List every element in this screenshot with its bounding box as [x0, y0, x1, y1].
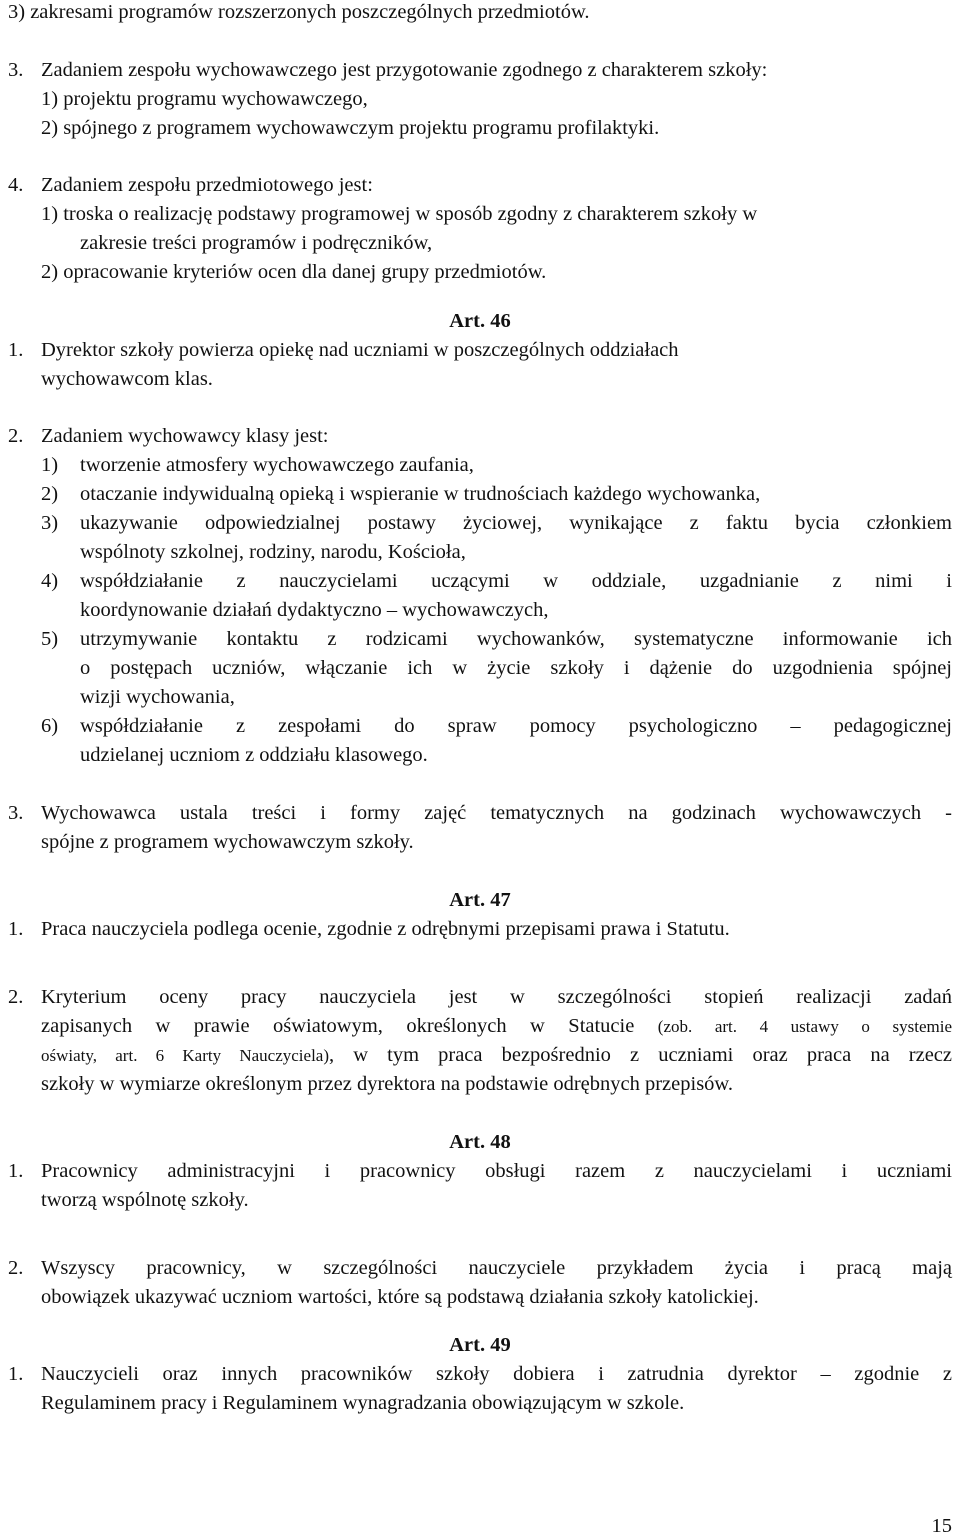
paragraph-number: 3. — [8, 802, 24, 824]
list-item: tworzenie atmosfery wychowawczego zaufania, — [80, 454, 474, 476]
list-item-number: 2) — [41, 483, 59, 505]
paragraph-number: 3. — [8, 59, 24, 81]
list-item: współdziałanie z zespołami do spraw pomocy psychologiczno – pedagogicznej — [80, 715, 952, 737]
paragraph-text: Pracownicy administracyjni i pracownicy obsługi razem z nauczycielami i uczniami — [41, 1160, 952, 1182]
legal-reference: oświaty, art. 6 Karty Nauczyciela) — [41, 1046, 329, 1065]
list-item-number: 6) — [41, 715, 59, 737]
list-item: utrzymywanie kontaktu z rodzicami wychowanków, systematyczne informowanie ich — [80, 628, 952, 650]
list-item: 2) spójnego z programem wychowawczym projektu programu profilaktyki. — [41, 117, 660, 139]
paragraph-number: 2. — [8, 425, 24, 447]
article-heading: Art. 47 — [449, 889, 511, 911]
article-heading: Art. 48 — [449, 1131, 511, 1153]
list-item: współdziałanie z nauczycielami uczącymi w oddziale, uzgadnianie z nimi i — [80, 570, 952, 592]
paragraph-text-part: , w tym praca bezpośrednio z uczniami oraz praca na rzecz — [329, 1044, 952, 1066]
list-item-number: 4) — [41, 570, 59, 592]
paragraph-text: Dyrektor szkoły powierza opiekę nad uczniami w poszczególnych oddziałach — [41, 339, 679, 361]
list-item-continuation: koordynowanie działań dydaktyczno – wychowawczych, — [80, 599, 549, 621]
paragraph-text: Zadaniem zespołu wychowawczego jest przygotowanie zgodnego z charakterem szkoły: — [41, 59, 768, 81]
paragraph-number: 2. — [8, 986, 24, 1008]
paragraph-text: Nauczycieli oraz innych pracowników szkoły dobiera i zatrudnia dyrektor – zgodnie z — [41, 1363, 952, 1385]
paragraph-text: obowiązek ukazywać uczniom wartości, które są podstawą działania szkoły katolickiej. — [41, 1286, 759, 1308]
article-heading: Art. 49 — [449, 1334, 511, 1356]
list-item: 1) projektu programu wychowawczego, — [41, 88, 368, 110]
paragraph-text — [41, 1043, 952, 1068]
list-item-continuation: o postępach uczniów, włączanie ich w życie szkoły i dążenie do uzgodnienia spójnej — [80, 657, 952, 679]
paragraph-text: Zadaniem zespołu przedmiotowego jest: — [41, 174, 373, 196]
paragraph-number: 1. — [8, 1363, 24, 1385]
page-number: 15 — [931, 1515, 952, 1537]
list-item-continuation: wspólnoty szkolnej, rodziny, narodu, Kościoła, — [80, 541, 466, 563]
paragraph-number: 1. — [8, 918, 24, 940]
paragraph-text: Wszyscy pracownicy, w szczególności nauczyciele przykładem życia i pracą mają — [41, 1257, 952, 1279]
list-item: 3) zakresami programów rozszerzonych poszczególnych przedmiotów. — [8, 1, 590, 23]
legal-reference: (zob. art. 4 ustawy o systemie — [657, 1017, 952, 1036]
list-item-continuation: wizji wychowania, — [80, 686, 235, 708]
article-heading: Art. 46 — [449, 310, 511, 332]
list-item-number: 3) — [41, 512, 59, 534]
list-item-number: 1) — [41, 454, 59, 476]
paragraph-text-part: zapisanych w prawie oświatowym, określonych w Statucie — [41, 1015, 635, 1037]
paragraph-text — [41, 1014, 952, 1039]
list-item: ukazywanie odpowiedzialnej postawy życiowej, wynikające z faktu bycia członkiem — [80, 512, 952, 534]
paragraph-text: Kryterium oceny pracy nauczyciela jest w szczególności stopień realizacji zadań — [41, 986, 952, 1008]
paragraph-text: tworzą wspólnotę szkoły. — [41, 1189, 249, 1211]
paragraph-text: Zadaniem wychowawcy klasy jest: — [41, 425, 329, 447]
paragraph-text: Regulaminem pracy i Regulaminem wynagradzania obowiązującym w szkole. — [41, 1392, 685, 1414]
paragraph-text: spójne z programem wychowawczym szkoły. — [41, 831, 414, 853]
paragraph-number: 2. — [8, 1257, 24, 1279]
paragraph-number: 4. — [8, 174, 24, 196]
list-item-continuation: zakresie treści programów i podręczników, — [80, 232, 433, 254]
list-item: 1) troska o realizację podstawy programowej w sposób zgodny z charakterem szkoły w — [41, 203, 758, 225]
paragraph-number: 1. — [8, 1160, 24, 1182]
paragraph-text: Wychowawca ustala treści i formy zajęć tematycznych na godzinach wychowawczych - — [41, 802, 952, 824]
paragraph-text: szkoły w wymiarze określonym przez dyrektora na podstawie odrębnych przepisów. — [41, 1073, 734, 1095]
list-item: 2) opracowanie kryteriów ocen dla danej grupy przedmiotów. — [41, 261, 547, 283]
list-item-number: 5) — [41, 628, 59, 650]
list-item: otaczanie indywidualną opieką i wspieranie w trudnościach każdego wychowanka, — [80, 483, 761, 505]
paragraph-number: 1. — [8, 339, 24, 361]
list-item-continuation: udzielanej uczniom z oddziału klasowego. — [80, 744, 428, 766]
paragraph-text: Praca nauczyciela podlega ocenie, zgodnie z odrębnymi przepisami prawa i Statutu. — [41, 918, 730, 940]
paragraph-text: wychowawcom klas. — [41, 368, 213, 390]
